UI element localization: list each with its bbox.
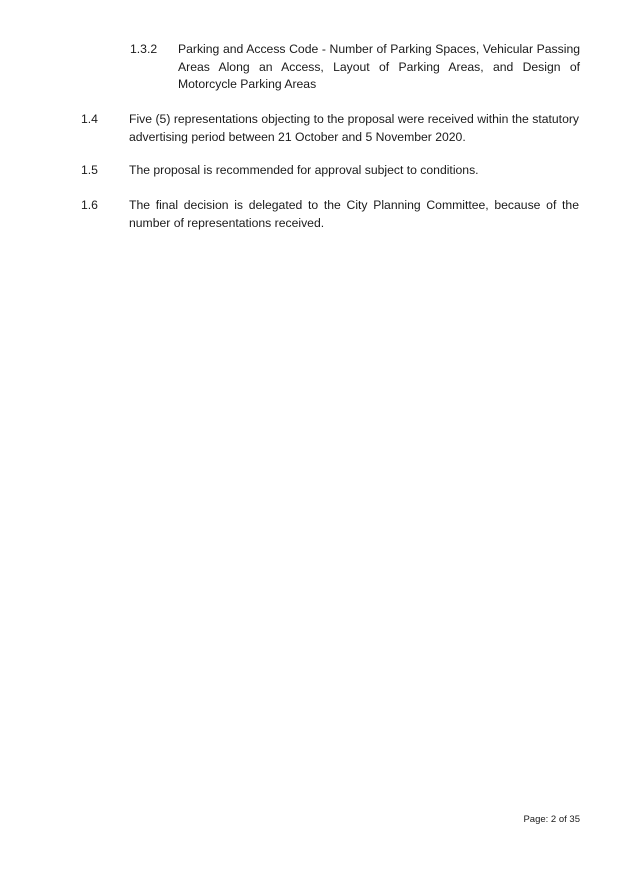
paragraph-number: 1.4 — [81, 112, 98, 126]
page-number-footer: Page: 2 of 35 — [523, 814, 580, 825]
sub-item-number: 1.3.2 — [130, 42, 158, 56]
paragraph-item — [81, 111, 581, 146]
paragraph-text: The final decision is delegated to the City Planning Committee, because of the number of representations received. — [129, 198, 579, 230]
sub-item-text: Parking and Access Code - Number of Parking Spaces, Vehicular Passing Areas Along an Access, Layout of Parking Areas, and Design of Motorcycle Parking Areas — [178, 42, 580, 91]
paragraph-number: 1.5 — [81, 163, 98, 177]
paragraph-item — [81, 162, 581, 180]
paragraph-text: Five (5) representations objecting to the proposal were received within the statutory advertising period between 21 October and 5 November 2020. — [129, 112, 579, 144]
paragraph-text: The proposal is recommended for approval subject to conditions. — [129, 163, 479, 177]
sub-item-1-3-2 — [130, 41, 580, 94]
paragraph-number: 1.6 — [81, 198, 98, 212]
paragraph-item — [81, 197, 581, 232]
